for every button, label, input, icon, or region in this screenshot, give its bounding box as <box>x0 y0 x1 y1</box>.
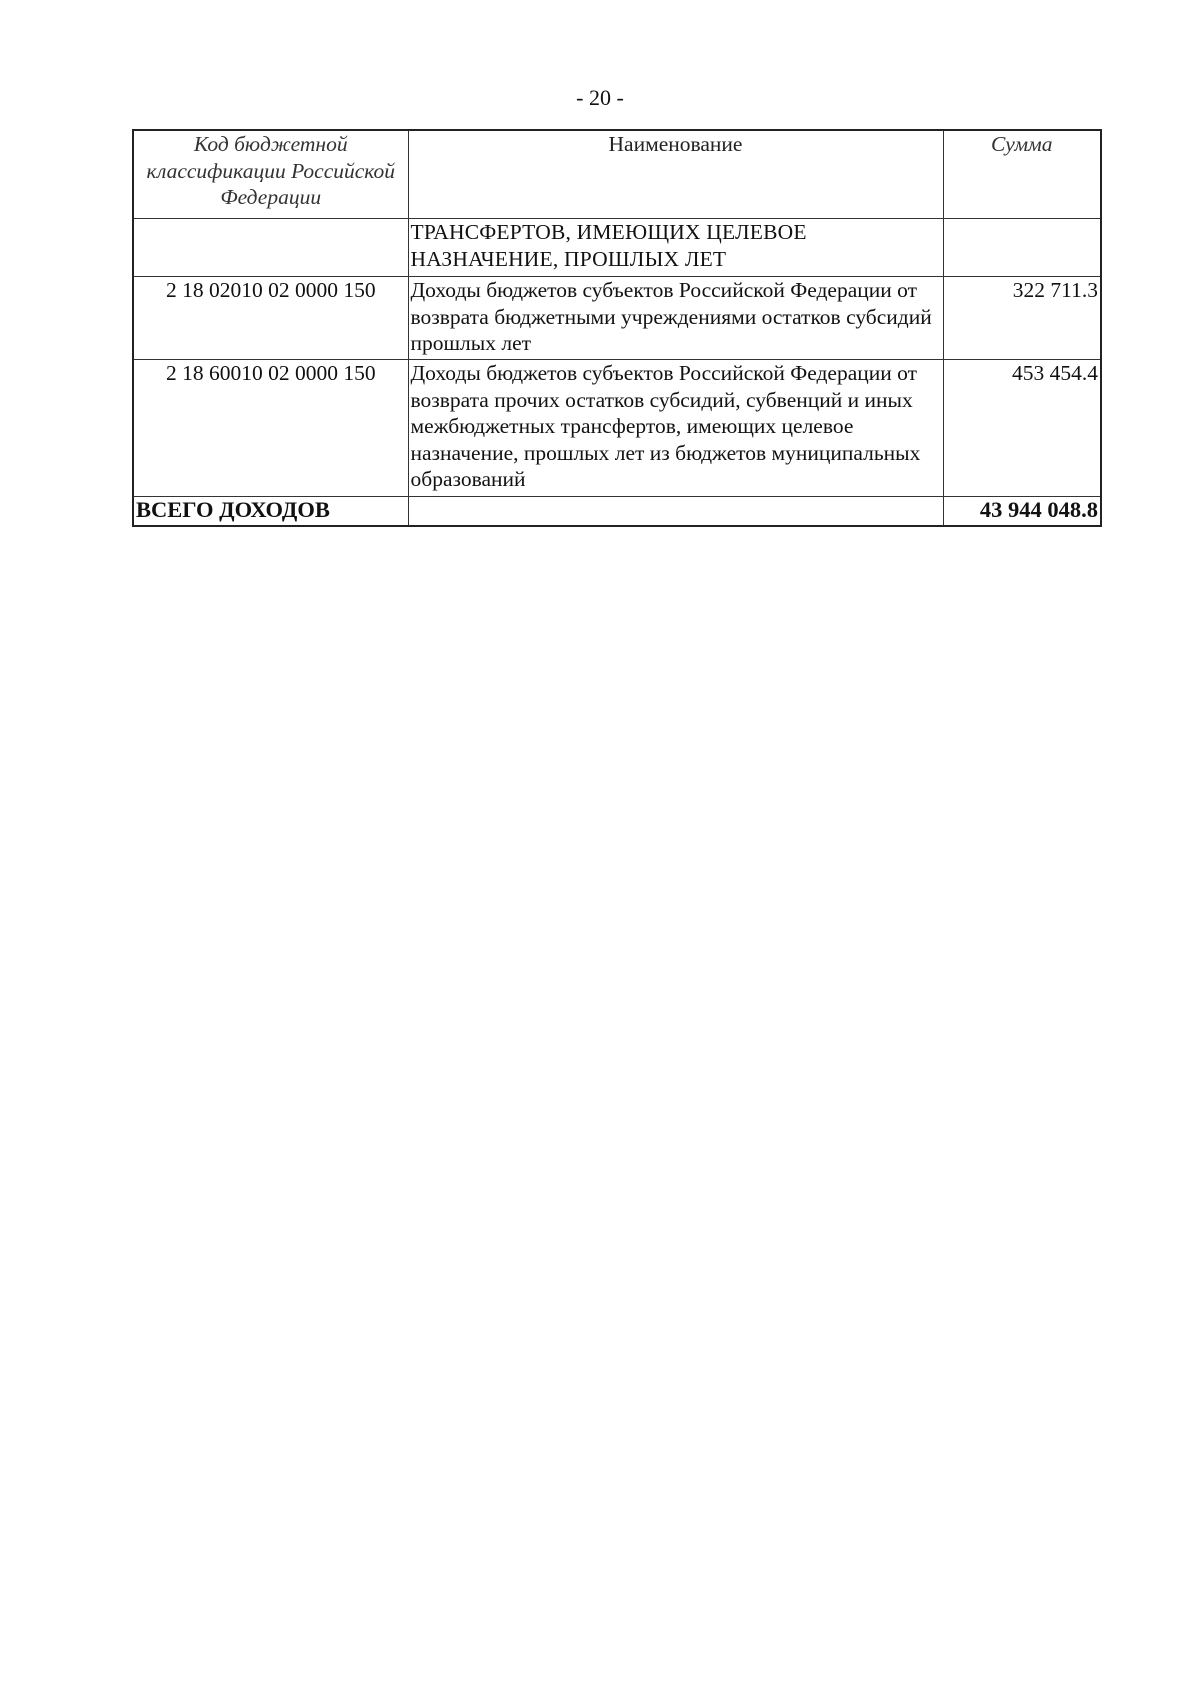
total-empty-cell <box>408 497 943 527</box>
header-name: Наименование <box>408 130 943 219</box>
row-amount: 453 454.4 <box>943 360 1101 497</box>
total-label: ВСЕГО ДОХОДОВ <box>133 497 408 527</box>
row-name: Доходы бюджетов субъектов Российской Федерации от возврата бюджетными учреждениями остатков субсидий прошлых лет <box>408 277 943 360</box>
total-amount: 43 944 048.8 <box>943 497 1101 527</box>
revenue-table <box>132 129 1102 527</box>
row-code: 2 18 60010 02 0000 150 <box>133 360 408 497</box>
table-row <box>133 277 1101 360</box>
section-heading-row <box>133 219 1101 277</box>
row-amount: 322 711.3 <box>943 277 1101 360</box>
header-code: Код бюджетной классификации Российской Федерации <box>133 130 408 219</box>
section-heading-text: ТРАНСФЕРТОВ, ИМЕЮЩИХ ЦЕЛЕВОЕ НАЗНАЧЕНИЕ, ПРОШЛЫХ ЛЕТ <box>408 219 943 277</box>
section-heading-sum-cell <box>943 219 1101 277</box>
row-name: Доходы бюджетов субъектов Российской Федерации от возврата прочих остатков субсидий, субвенций и иных межбюджетных трансфертов, имеющих целевое назначение, прошлых лет из бюджетов муниципальных образований <box>408 360 943 497</box>
total-row <box>133 497 1101 527</box>
table-header-row <box>133 130 1101 219</box>
row-code: 2 18 02010 02 0000 150 <box>133 277 408 360</box>
section-heading-code-cell <box>133 219 408 277</box>
table-row <box>133 360 1101 497</box>
page-number: - 20 - <box>576 85 624 110</box>
header-sum: Сумма <box>943 130 1101 219</box>
